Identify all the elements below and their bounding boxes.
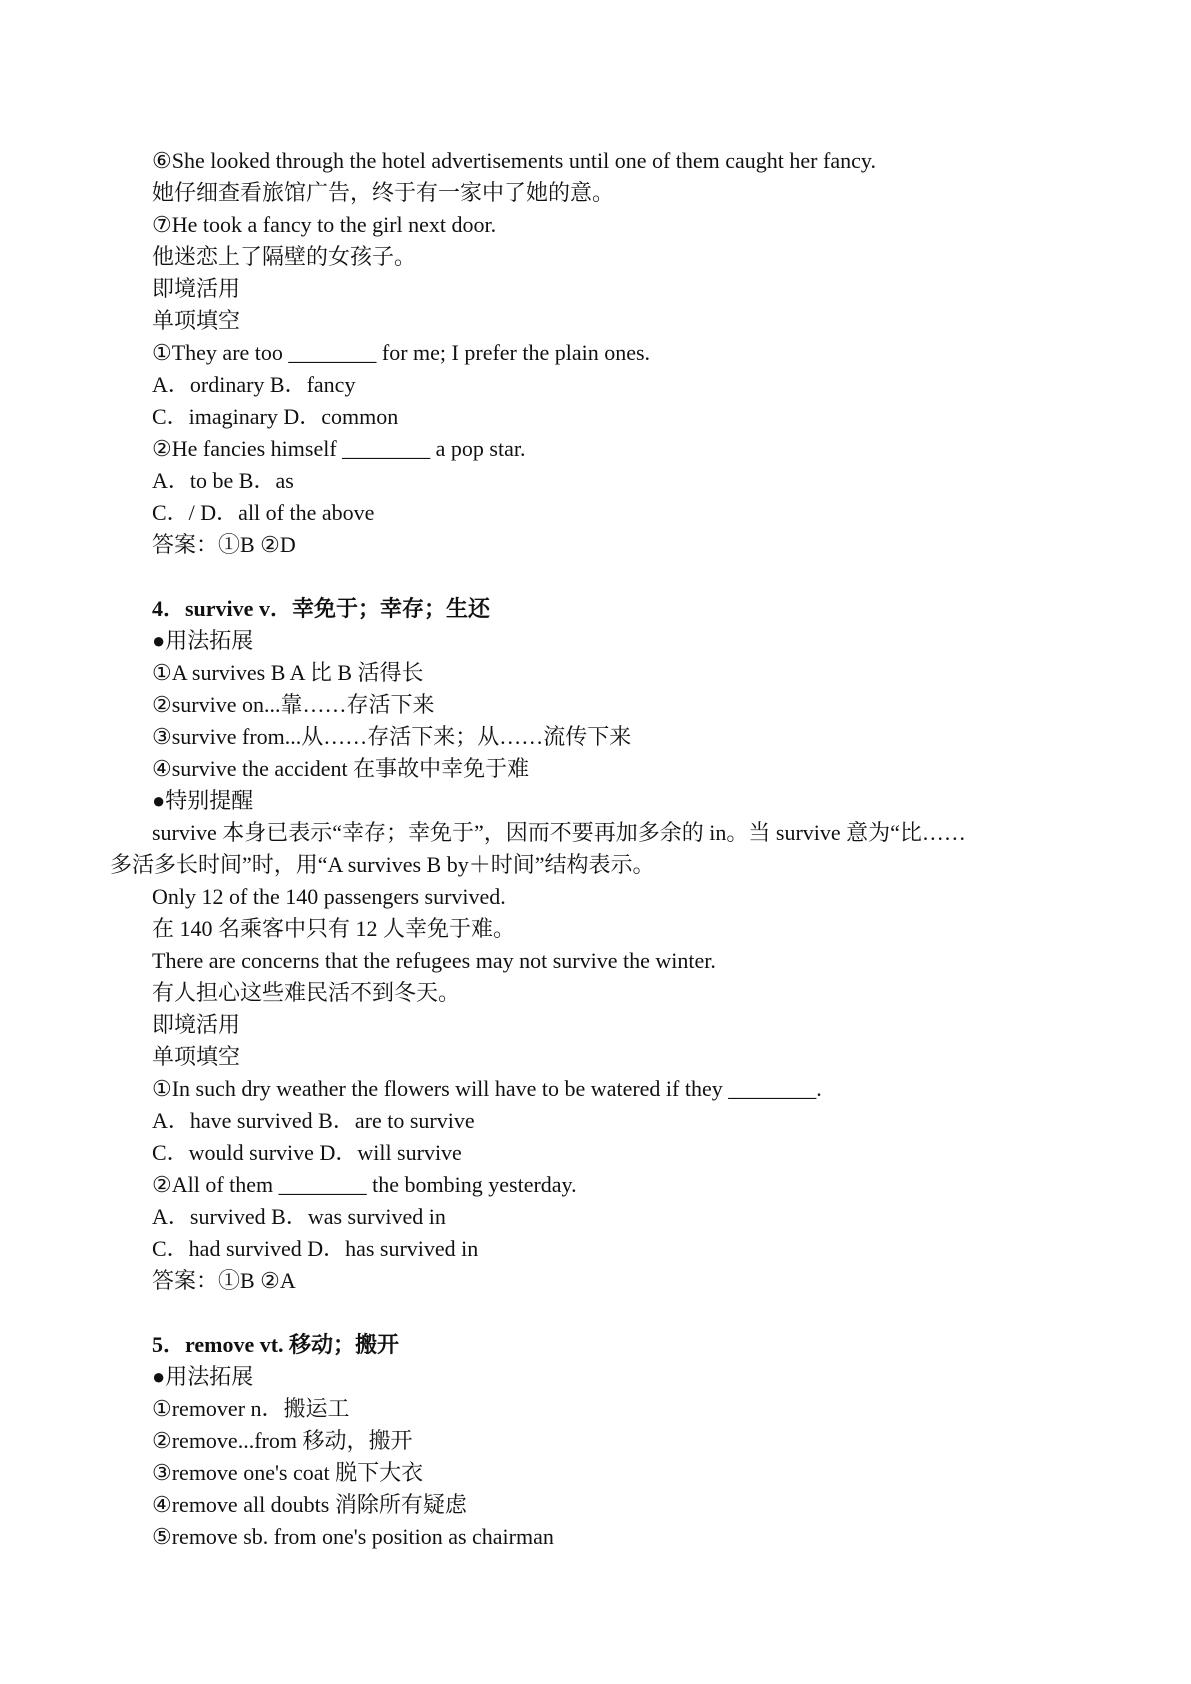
section-label: ●用法拓展 [152,628,254,653]
section-label: 即境活用 [152,1012,241,1037]
section-label: 即境活用 [152,276,241,301]
entry-heading: 4．survive v．幸免于；幸存；生还 [152,596,490,621]
question-options: C．had survived D．has survived in [152,1236,479,1261]
usage-item: ①A survives B A 比 B 活得长 [152,660,424,685]
usage-item: ②survive on...靠……存活下来 [152,692,435,717]
question-text: ②He fancies himself ________ a pop star. [152,436,526,461]
question-options: C．/ D．all of the above [152,500,375,525]
section-label: ●用法拓展 [152,1364,254,1389]
usage-item: ④survive the accident 在事故中幸免于难 [152,756,530,781]
section-label: 单项填空 [152,1044,241,1069]
section-label: 单项填空 [152,308,241,333]
example-sentence-zh: 她仔细查看旅馆广告，终于有一家中了她的意。 [152,180,615,205]
answer-key: 答案：①B ②A [152,1268,296,1293]
section-label: ●特别提醒 [152,788,254,813]
question-text: ②All of them ________ the bombing yesterday. [152,1172,577,1197]
usage-item: ①remover n．搬运工 [152,1396,350,1421]
spacer [152,1297,1102,1329]
example-sentence-zh: 在 140 名乘客中只有 12 人幸免于难。 [152,916,516,941]
example-sentence-zh: 他迷恋上了隔壁的女孩子。 [152,244,417,269]
question-options: A．survived B．was survived in [152,1204,446,1229]
example-sentence-en: ⑦He took a fancy to the girl next door. [152,212,497,237]
note-paragraph-line: survive 本身已表示“幸存；幸免于”，因而不要再加多余的 in。当 survive 意为“比…… [152,820,966,845]
usage-item: ⑤remove sb. from one's position as chairman [152,1524,554,1549]
question-options: C．imaginary D．common [152,404,399,429]
question-options: A．have survived B．are to survive [152,1108,475,1133]
answer-key: 答案：①B ②D [152,532,296,557]
question-options: A．to be B．as [152,468,294,493]
usage-item: ③survive from...从……存活下来；从……流传下来 [152,724,632,749]
usage-item: ④remove all doubts 消除所有疑虑 [152,1492,467,1517]
spacer [152,561,1102,593]
question-options: C．would survive D．will survive [152,1140,462,1165]
note-paragraph-line: 多活多长时间”时，用“A survives B by＋时间”结构表示。 [110,852,655,877]
question-options: A．ordinary B．fancy [152,372,356,397]
question-text: ①They are too ________ for me; I prefer the plain ones. [152,340,651,365]
question-text: ①In such dry weather the flowers will have to be watered if they ________. [152,1076,822,1101]
example-sentence-en: Only 12 of the 140 passengers survived. [152,884,506,909]
entry-heading: 5．remove vt. 移动；搬开 [152,1332,400,1357]
usage-item: ③remove one's coat 脱下大衣 [152,1460,424,1485]
example-sentence-en: There are concerns that the refugees may not survive the winter. [152,948,716,973]
document-body [110,145,1102,1553]
example-sentence-zh: 有人担心这些难民活不到冬天。 [152,980,461,1005]
usage-item: ②remove...from 移动，搬开 [152,1428,413,1453]
example-sentence-en: ⑥She looked through the hotel advertisements until one of them caught her fancy. [152,148,876,173]
